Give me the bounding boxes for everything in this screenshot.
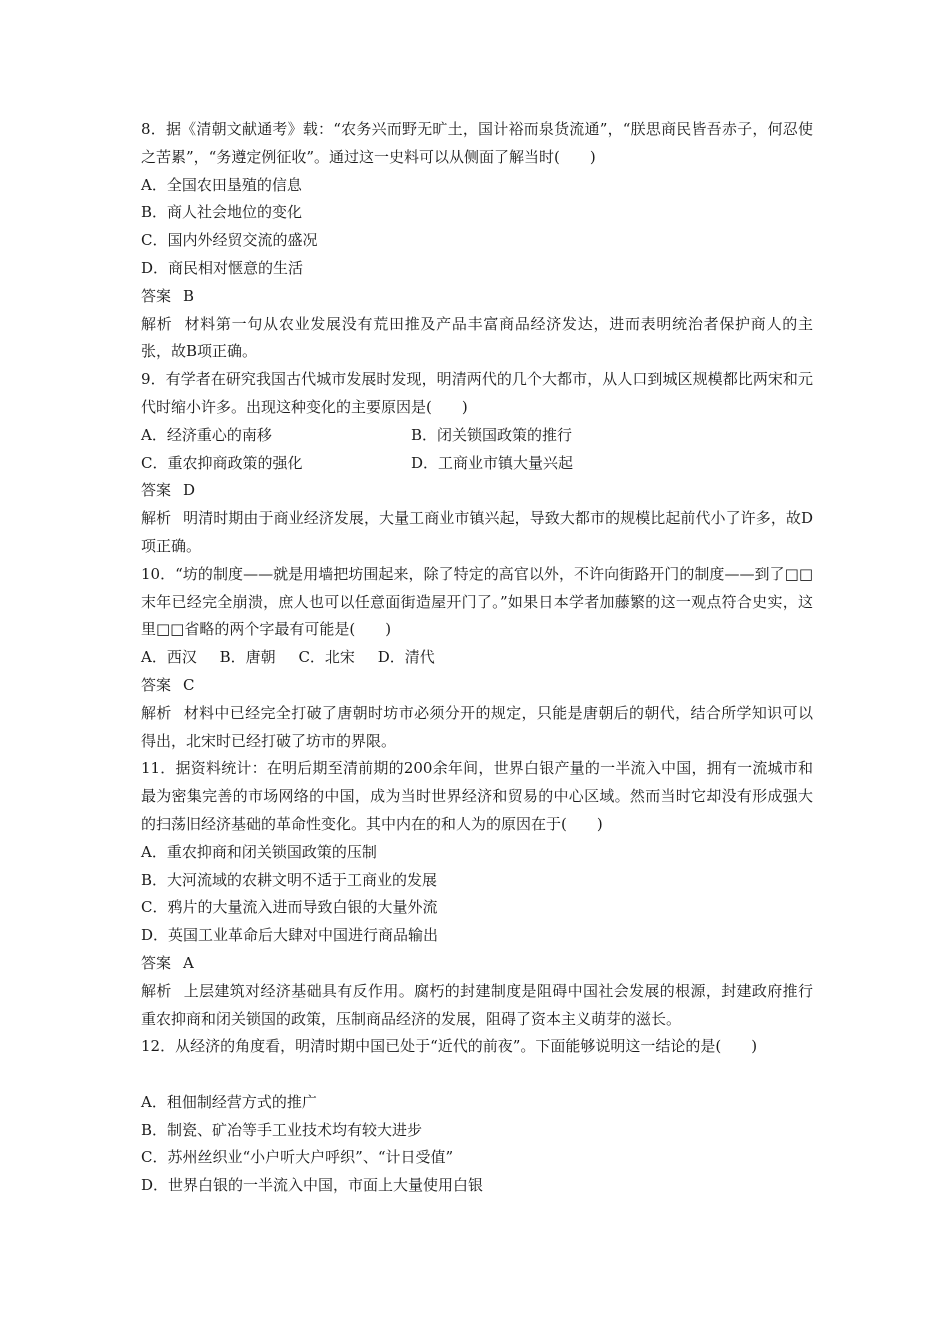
- question-8-option-d: D．商民相对惬意的生活: [141, 258, 304, 277]
- analysis-label: 解析: [141, 981, 172, 1000]
- question-10-answer: [141, 672, 813, 700]
- analysis-label: 解析: [141, 703, 172, 722]
- question-12-option-a: A．租佃制经营方式的推广: [141, 1092, 317, 1111]
- answer-value: C: [183, 675, 195, 694]
- question-list: [141, 116, 813, 1200]
- question-11-stem: 11．据资料统计：在明后期至清前期的200余年间，世界白银产量的一半流入中国，拥有一流城市和最为密集完善的市场网络的中国，成为当时世界经济和贸易的中心区域。然而当时它却没有形成强大的扫荡旧经济基础的革命性变化。其中内在的和人为的原因在于( ): [141, 759, 813, 833]
- question-12-option-d: D．世界白银的一半流入中国，市面上大量使用白银: [141, 1176, 484, 1195]
- question-11-option-c: C．鸦片的大量流入进而导致白银的大量外流: [141, 898, 438, 917]
- question-8-stem: 8．据《清朝文献通考》载：“农务兴而野无旷土，国计裕而泉货流通”，“朕思商民皆吾赤子，何忍使之苦累”，“务遵定例征收”。通过这一史料可以从侧面了解当时( ): [141, 120, 813, 166]
- analysis-label: 解析: [141, 314, 173, 333]
- question-11-option-b: B．大河流域的农耕文明不适于工商业的发展: [141, 870, 438, 889]
- question-10-option-b: B．唐朝: [219, 648, 276, 667]
- question-8-option-c: C．国内外经贸交流的盛况: [141, 231, 318, 250]
- analysis-text: 上层建筑对经济基础具有反作用。腐朽的封建制度是阻碍中国社会发展的根源，封建政府推行重农抑商和闭关锁国的政策，压制商品经济的发展，阻碍了资本主义萌芽的滋长。: [141, 981, 813, 1028]
- answer-label: 答案: [141, 481, 172, 500]
- analysis-text: 材料第一句从农业发展没有荒田推及产品丰富商品经济发达，进而表明统治者保护商人的主张，故B项正确。: [141, 314, 813, 361]
- question-11-option-d: D．英国工业革命后大肆对中国进行商品输出: [141, 926, 439, 945]
- question-9-options-row-2: [141, 450, 813, 478]
- question-10-option-c: C．北宋: [298, 648, 355, 667]
- question-8-option-b: B．商人社会地位的变化: [141, 203, 303, 222]
- analysis-text: 材料中已经完全打破了唐朝时坊市必须分开的规定，只能是唐朝后的朝代，结合所学知识可以得出，北宋时已经打破了坊市的界限。: [141, 703, 813, 750]
- answer-label: 答案: [141, 953, 172, 972]
- question-8-answer: [141, 283, 813, 311]
- question-12-stem: 12．从经济的角度看，明清时期中国已处于“近代的前夜”。下面能够说明这一结论的是( ): [141, 1037, 758, 1056]
- question-11-option-a: A．重农抑商和闭关锁国政策的压制: [141, 842, 377, 861]
- question-10-option-a: A．西汉: [141, 648, 197, 667]
- question-12-option-c: C．苏州丝织业“小户听大户呼织”、“计日受值”: [141, 1148, 454, 1167]
- analysis-label: 解析: [141, 509, 172, 528]
- question-9-answer: [141, 477, 813, 505]
- question-10-option-d: D．清代: [377, 648, 435, 667]
- question-9-option-d: D．工商业市镇大量兴起: [411, 453, 574, 472]
- question-9-analysis: [141, 505, 813, 561]
- question-11-analysis: [141, 978, 813, 1034]
- answer-value: D: [183, 481, 196, 500]
- question-10-analysis: [141, 700, 813, 756]
- question-11-answer: [141, 950, 813, 978]
- question-9-options-row-1: [141, 422, 813, 450]
- question-10-stem: 10．“坊的制度——就是用墙把坊围起来，除了特定的高官以外，不许向街路开门的制度——到了□□末年已经完全崩溃，庶人也可以任意面街造屋开门了。”如果日本学者加藤繁的这一观点符合史实，这里□□省略的两个字最有可能是( ): [141, 564, 813, 639]
- answer-label: 答案: [141, 286, 172, 305]
- question-8-option-a: A．全国农田垦殖的信息: [141, 175, 302, 194]
- answer-value: B: [183, 286, 195, 305]
- question-10-options: [141, 644, 813, 672]
- question-9-option-a: A．经济重心的南移: [141, 425, 272, 444]
- question-9-option-c: C．重农抑商政策的强化: [141, 453, 303, 472]
- question-9-option-b: B．闭关锁国政策的推行: [411, 425, 573, 444]
- answer-value: A: [183, 953, 194, 972]
- answer-label: 答案: [141, 675, 172, 694]
- question-8-analysis: [141, 311, 813, 367]
- question-9-stem: 9．有学者在研究我国古代城市发展时发现，明清两代的几个大都市，从人口到城区规模都比两宋和元代时缩小许多。出现这种变化的主要原因是( ): [141, 370, 813, 416]
- analysis-text: 明清时期由于商业经济发展，大量工商业市镇兴起，导致大都市的规模比起前代小了许多，故D项正确。: [141, 509, 813, 555]
- question-12-option-b: B．制瓷、矿冶等手工业技术均有较大进步: [141, 1120, 423, 1139]
